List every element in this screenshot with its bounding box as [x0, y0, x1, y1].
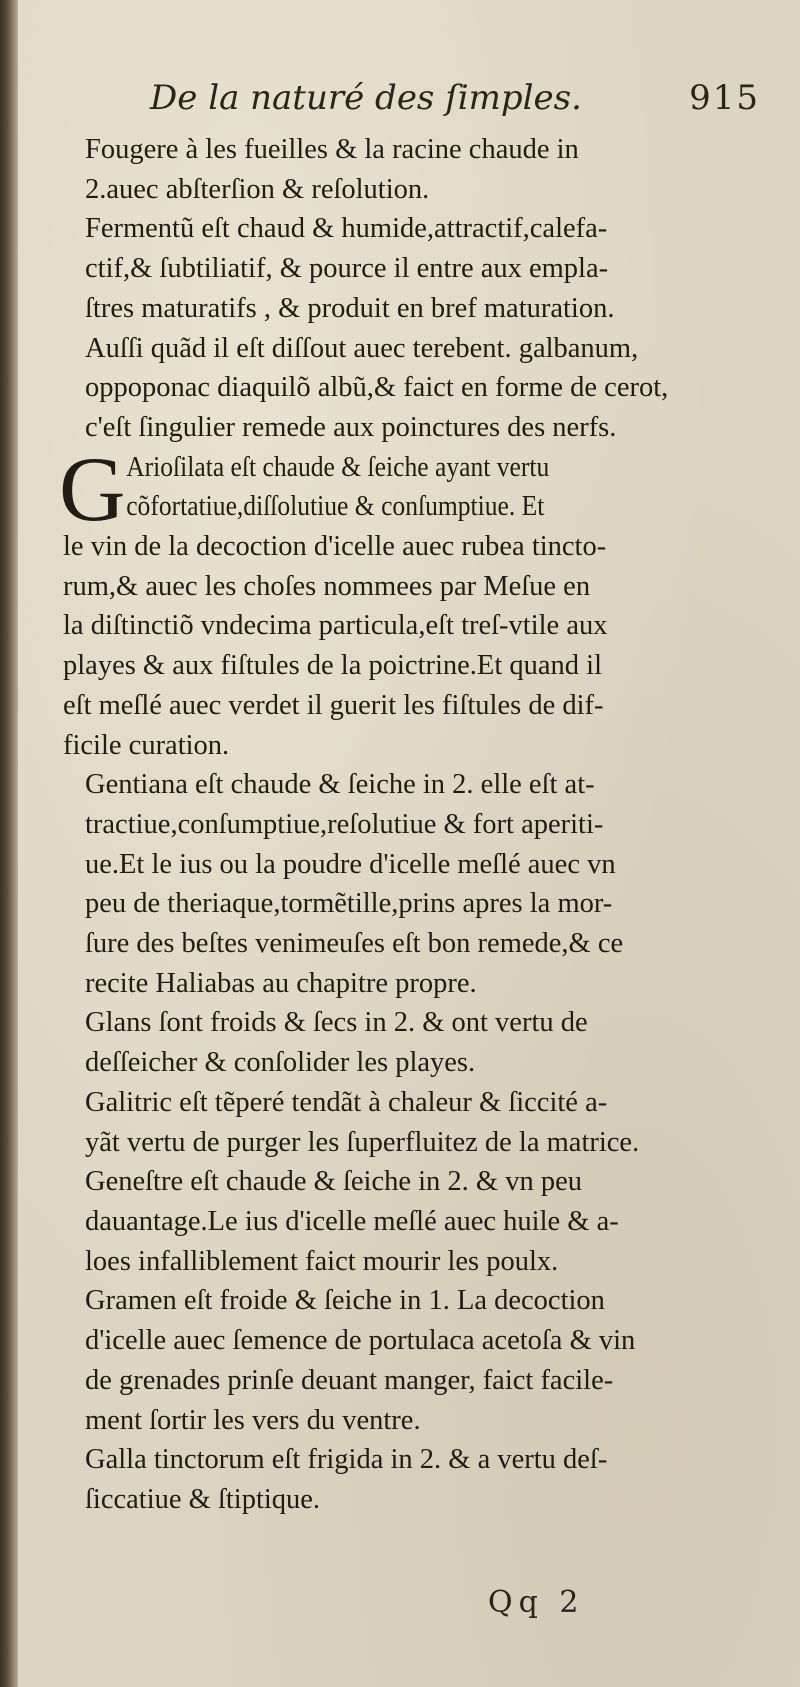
drop-cap-initial: G — [59, 437, 126, 540]
entry-fermentum — [63, 209, 763, 447]
entry-gariofilata — [59, 437, 763, 766]
entry-glans — [63, 1003, 763, 1082]
text-line: rum,& auec les choſes nommees par Meſue en — [63, 570, 591, 602]
text-line: Glans ſont froids & ſecs in 2. & ont vertu de — [85, 1007, 588, 1039]
entry-fougere — [63, 130, 763, 209]
text-line: eſt meſlé auec verdet il guerit les fiſtules de dif- — [63, 689, 604, 721]
text-line: c'eſt ſingulier remede aux poinctures des nerfs. — [85, 411, 617, 443]
entry-galitric — [63, 1083, 763, 1162]
text-line: peu de theriaque,tormẽtille,prins apres la mor- — [85, 888, 613, 920]
text-line: tractiue,conſumptiue,reſolutiue & fort aperiti- — [85, 808, 604, 840]
text-line: la diſtinctiõ vndecima particula,eſt treſ-vtile aux — [63, 610, 608, 642]
text-line: playes & aux fiſtules de la poictrine.Et quand il — [63, 650, 602, 682]
text-line: deſſeicher & conſolider les playes. — [85, 1047, 476, 1079]
binding-gutter — [0, 0, 18, 1687]
text-line: de grenades prinſe deuant manger, faict facile- — [85, 1364, 614, 1396]
text-line: dauantage.Le ius d'icelle meſlé auec huile & a- — [85, 1205, 619, 1237]
text-line: ſure des beſtes venimeuſes eſt bon remede,& ce — [85, 928, 624, 960]
text-line: ctif,& ſubtiliatif, & pource il entre aux empla- — [85, 253, 609, 285]
text-line: Gentiana eſt chaude & ſeiche in 2. elle eſt at- — [85, 769, 595, 801]
running-head: De la naturé des ſimples. — [150, 78, 582, 118]
text-line: 2.auec abſterſion & reſolution. — [85, 173, 430, 205]
text-line: recite Haliabas au chapitre propre. — [85, 967, 477, 999]
text-line: Arioſilata eſt chaude & ſeiche ayant vertu — [126, 451, 550, 483]
entry-gentiana — [63, 765, 763, 1003]
text-line: le vin de la decoction d'icelle auec rubea tincto- — [63, 531, 607, 563]
body-text — [59, 130, 763, 1520]
page-header — [150, 78, 760, 134]
entry-genestre — [63, 1162, 763, 1281]
text-line: yãt vertu de purger les ſuperfluitez de la matrice. — [85, 1126, 640, 1158]
text-line: Geneſtre eſt chaude & ſeiche in 2. & vn peu — [85, 1166, 582, 1198]
text-line: ment ſortir les vers du ventre. — [85, 1404, 421, 1436]
text-line: loes infalliblement faict mourir les poulx. — [85, 1245, 559, 1277]
signature-mark: Qq 2 — [488, 1585, 585, 1620]
entry-gramen — [63, 1281, 763, 1440]
text-line: ue.Et le ius ou la poudre d'icelle meſlé auec vn — [85, 848, 616, 880]
text-line: cõfortatiue,diſſolutiue & conſumptiue. Et — [126, 491, 545, 523]
text-line: d'icelle auec ſemence de portulaca acetoſa & vin — [85, 1325, 636, 1357]
text-line: oppoponac diaquilõ albũ,& faict en forme de cerot, — [85, 372, 669, 404]
text-line: Gramen eſt froide & ſeiche in 1. La decoction — [85, 1285, 605, 1317]
entry-galla-tinctorum — [63, 1440, 763, 1519]
text-line: Galla tinctorum eſt frigida in 2. & a vertu deſ- — [85, 1444, 608, 1476]
text-line: Galitric eſt tẽperé tendãt à chaleur & ſiccité a- — [85, 1086, 608, 1118]
page-number: 915 — [689, 78, 760, 118]
text-line: Fougere à les fueilles & la racine chaude in — [85, 134, 579, 165]
text-line: ficile curation. — [63, 729, 230, 761]
text-line: Fermentũ eſt chaud & humide,attractif,calefa- — [85, 213, 608, 245]
text-line: Auſſi quãd il eſt diſſout auec terebent. galbanum, — [85, 332, 639, 364]
text-line: ſiccatiue & ſtiptique. — [85, 1483, 321, 1515]
text-line: ſtres maturatifs , & produit en bref maturation. — [85, 292, 615, 324]
